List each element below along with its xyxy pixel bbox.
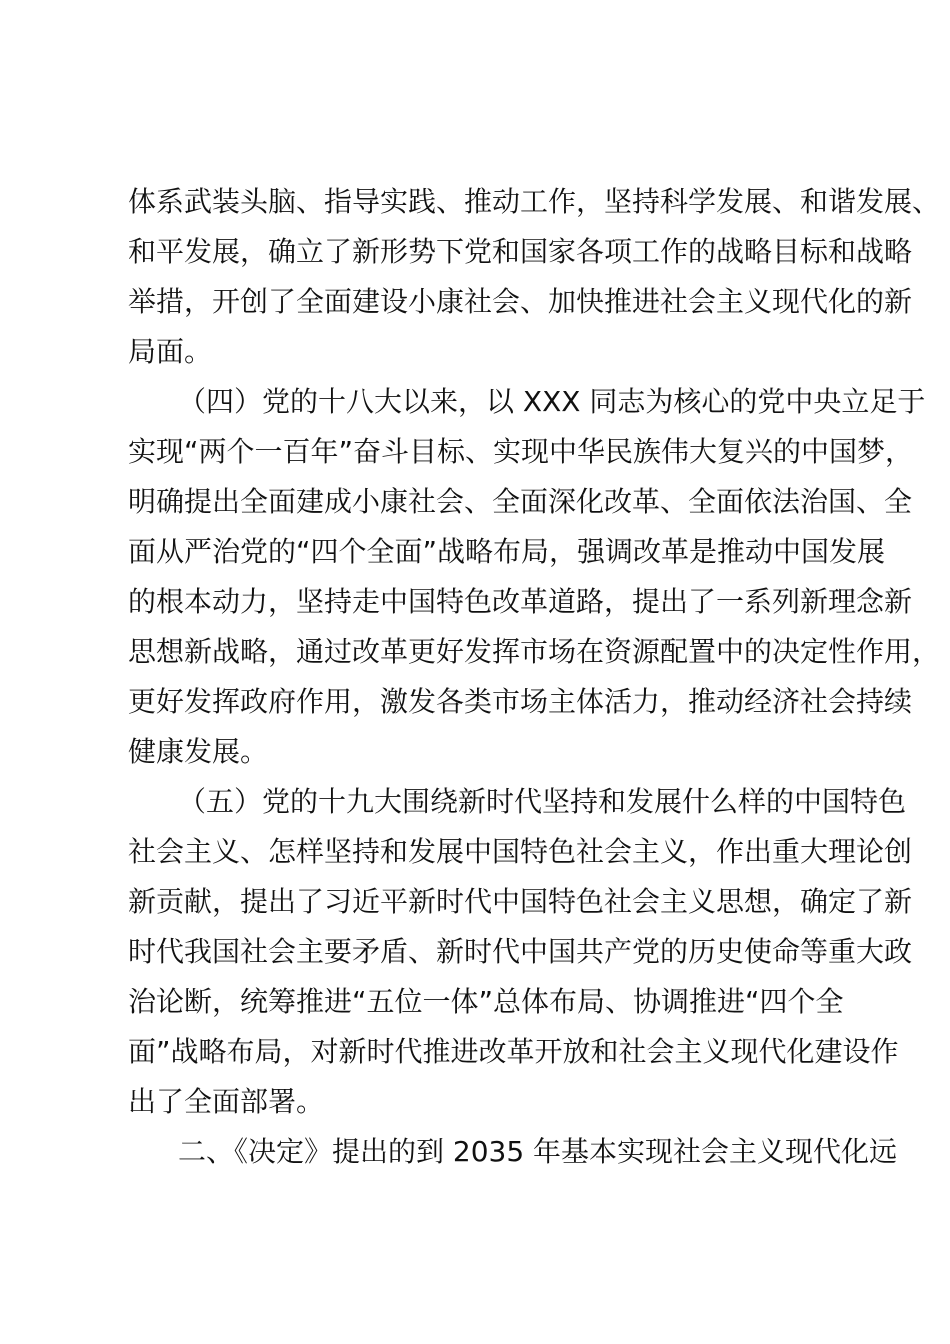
text-line: 出了全面部署。 <box>128 1085 325 1118</box>
text-line: 社会主义、怎样坚持和发展中国特色社会主义，作出重大理论创 <box>128 835 913 868</box>
text-line: 更好发挥政府作用，激发各类市场主体活力，推动经济社会持续 <box>128 685 913 718</box>
text-line: 的根本动力，坚持走中国特色改革道路，提出了一系列新理念新 <box>128 585 913 618</box>
text-line: 治论断，统筹推进“五位一体”总体布局、协调推进“四个全 <box>128 985 844 1018</box>
paragraph-start-line: （四）党的十八大以来，以 XXX 同志为核心的党中央立足于 <box>178 385 926 418</box>
text-line: 和平发展，确立了新形势下党和国家各项工作的战略目标和战略 <box>128 235 913 268</box>
text-line: 面”战略布局，对新时代推进改革开放和社会主义现代化建设作 <box>128 1035 899 1068</box>
text-line: 体系武装头脑、指导实践、推动工作，坚持科学发展、和谐发展、 <box>128 185 941 218</box>
text-line: 局面。 <box>128 335 213 368</box>
paragraph-start-line: （五）党的十九大围绕新时代坚持和发展什么样的中国特色 <box>178 785 907 818</box>
text-line: 面从严治党的“四个全面”战略布局，强调改革是推动中国发展 <box>128 535 886 568</box>
text-line: 思想新战略，通过改革更好发挥市场在资源配置中的决定性作用， <box>128 635 941 668</box>
text-line: 明确提出全面建成小康社会、全面深化改革、全面依法治国、全 <box>128 485 913 518</box>
text-line: 时代我国社会主要矛盾、新时代中国共产党的历史使命等重大政 <box>128 935 913 968</box>
text-line: 新贡献，提出了习近平新时代中国特色社会主义思想，确定了新 <box>128 885 913 918</box>
text-line: 举措，开创了全面建设小康社会、加快推进社会主义现代化的新 <box>128 285 913 318</box>
text-line: 健康发展。 <box>128 735 269 768</box>
section-heading-line: 二、《决定》提出的到 2035 年基本实现社会主义现代化远 <box>178 1135 898 1168</box>
text-line: 实现“两个一百年”奋斗目标、实现中华民族伟大复兴的中国梦， <box>128 435 914 468</box>
